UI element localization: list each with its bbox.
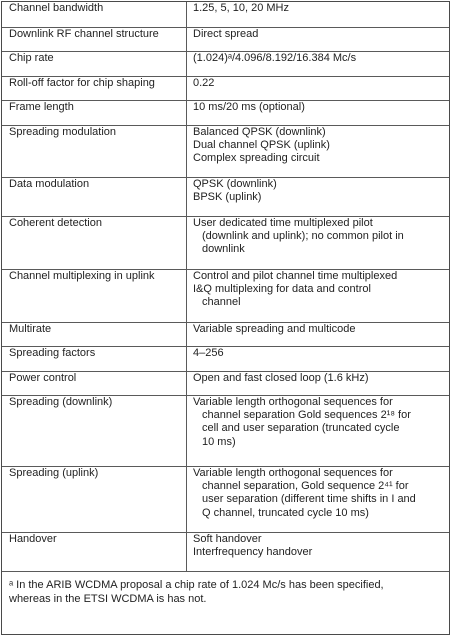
- value-line: 0.22: [193, 76, 215, 89]
- value-cell: [187, 532, 450, 571]
- value-cell: [187, 177, 450, 216]
- value-line: 10 ms): [202, 435, 236, 448]
- table-row: [2, 466, 449, 532]
- value-line: (downlink and uplink); no common pilot in: [202, 229, 404, 242]
- parameter-cell: Roll-off factor for chip shaping: [2, 76, 187, 100]
- value-line: QPSK (downlink): [193, 177, 277, 190]
- value-line: downlink: [202, 243, 245, 256]
- value-line: channel: [202, 296, 241, 309]
- table-row: [2, 27, 449, 51]
- value-line: 4–256: [193, 346, 224, 359]
- value-cell: [187, 27, 450, 51]
- value-line: 1.25, 5, 10, 20 MHz: [193, 2, 289, 14]
- table-row: [2, 51, 449, 76]
- value-cell: [187, 371, 450, 395]
- value-line: Dual channel QPSK (uplink): [193, 138, 330, 151]
- value-line: Q channel, truncated cycle 10 ms): [202, 506, 369, 519]
- value-line: Variable spreading and multicode: [193, 322, 356, 335]
- parameter-cell: Channel multiplexing in uplink: [2, 269, 187, 322]
- parameter-cell: Spreading modulation: [2, 125, 187, 177]
- parameter-cell: Coherent detection: [2, 216, 187, 269]
- value-line: channel separation, Gold sequence 2⁴¹ for: [202, 479, 409, 492]
- parameter-cell: Power control: [2, 371, 187, 395]
- value-line: Soft handover: [193, 532, 262, 545]
- value-cell: [187, 322, 450, 346]
- table-row: [2, 76, 449, 100]
- table-row: [2, 125, 449, 177]
- value-cell: [187, 269, 450, 322]
- value-cell: [187, 125, 450, 177]
- parameter-cell: Channel bandwidth: [2, 2, 187, 27]
- table-row: [2, 269, 449, 322]
- value-cell: [187, 51, 450, 76]
- parameter-cell: Frame length: [2, 100, 187, 125]
- parameter-cell: Chip rate: [2, 51, 187, 76]
- value-cell: [187, 466, 450, 532]
- table-row: [2, 2, 449, 27]
- parameter-cell: Spreading factors: [2, 346, 187, 371]
- value-cell: [187, 2, 450, 27]
- value-line: Direct spread: [193, 27, 259, 40]
- table-row: [2, 177, 449, 216]
- value-cell: [187, 100, 450, 125]
- wcdma-parameters-table: [2, 2, 449, 572]
- value-cell: [187, 395, 450, 466]
- parameter-cell: Handover: [2, 532, 187, 571]
- parameter-cell: Spreading (uplink): [2, 466, 187, 532]
- value-line: 10 ms/20 ms (optional): [193, 100, 305, 113]
- parameter-cell: Spreading (downlink): [2, 395, 187, 466]
- footnote-line: whereas in the ETSI WCDMA is has not.: [9, 592, 207, 605]
- value-line: Interfrequency handover: [193, 545, 313, 558]
- parameter-cell: Data modulation: [2, 177, 187, 216]
- value-line: Open and fast closed loop (1.6 kHz): [193, 371, 369, 384]
- value-cell: [187, 346, 450, 371]
- table-row: [2, 100, 449, 125]
- value-line: (1.024)ᵃ/4.096/8.192/16.384 Mc/s: [193, 51, 357, 64]
- table-footnote: [2, 572, 449, 606]
- table-row: [2, 346, 449, 371]
- table-row: [2, 371, 449, 395]
- value-line: Balanced QPSK (downlink): [193, 125, 326, 138]
- value-line: cell and user separation (truncated cycle: [202, 422, 400, 435]
- value-line: I&Q multiplexing for data and control: [193, 282, 371, 295]
- spec-table-container: [1, 1, 450, 635]
- value-line: user separation (different time shifts in I and: [202, 493, 416, 506]
- value-line: Control and pilot channel time multiplexed: [193, 269, 398, 282]
- table-row: [2, 322, 449, 346]
- value-line: User dedicated time multiplexed pilot: [193, 216, 373, 229]
- value-line: Variable length orthogonal sequences for: [193, 395, 393, 408]
- table-row: [2, 532, 449, 571]
- value-cell: [187, 216, 450, 269]
- value-line: Complex spreading circuit: [193, 152, 320, 165]
- table-row: [2, 395, 449, 466]
- value-line: BPSK (uplink): [193, 190, 262, 203]
- value-line: Variable length orthogonal sequences for: [193, 466, 393, 479]
- parameter-cell: Downlink RF channel structure: [2, 27, 187, 51]
- footnote-line: ᵃ In the ARIB WCDMA proposal a chip rate of 1.024 Mc/s has been specified,: [9, 578, 384, 591]
- value-cell: [187, 76, 450, 100]
- table-row: [2, 216, 449, 269]
- parameter-cell: Multirate: [2, 322, 187, 346]
- value-line: channel separation Gold sequences 2¹⁸ for: [202, 408, 411, 421]
